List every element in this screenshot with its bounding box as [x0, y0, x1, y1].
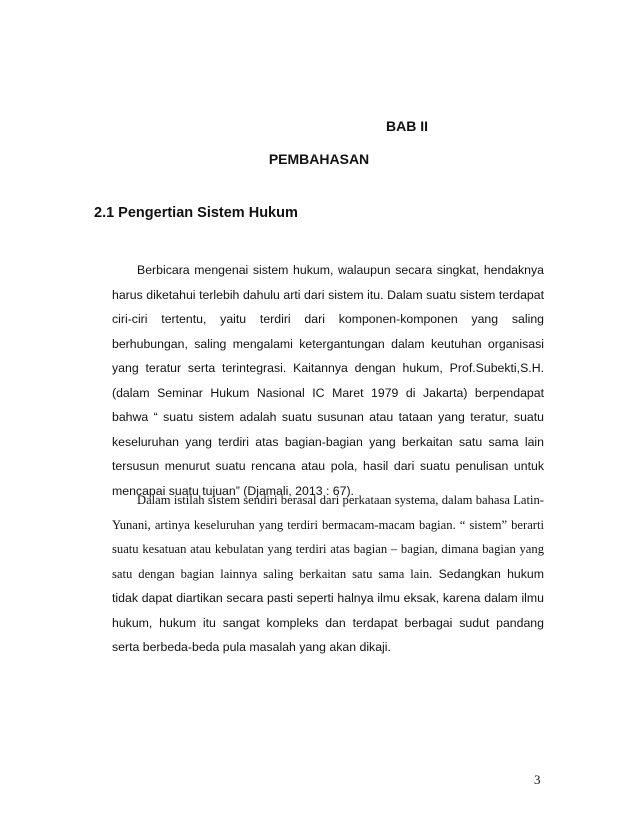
chapter-title: PEMBAHASAN — [268, 151, 370, 167]
paragraph-2 — [112, 488, 544, 660]
chapter-label: BAB II — [386, 118, 428, 134]
paragraph-2-sans-text: Sedangkan hukum tidak dapat diartikan secara pasti seperti halnya ilmu eksak, karena dalam ilmu hukum, hukum itu sangat kompleks dan terdapat berbagai sudut pandang serta berbeda-beda pula masalah yang akan dikaji. — [112, 566, 544, 654]
paragraph-2-serif-text: Dalam istilah sistem sendiri berasal dari perkataan systema, dalam bahasa Latin-Yunani, artinya keseluruhan yang terdiri bermacam-macam bagian. “ sistem” berarti suatu kesatuan atau kebulatan yang terdiri atas bagian – bagian, dimana bagian yang satu dengan bagian lainnya saling berkaitan satu sama lain. — [112, 493, 544, 581]
paragraph-1: Berbicara mengenai sistem hukum, walaupun secara singkat, hendaknya harus diketahui terlebih dahulu arti dari sistem itu. Dalam suatu sistem terdapat ciri-ciri tertentu, yaitu terdiri dari komponen-komponen yang saling berhubungan, saling mengalami ketergantungan dalam keutuhan organisasi yang teratur serta terintegrasi. Kaitannya dengan hukum, Prof.Subekti,S.H. (dalam Seminar Hukum Nasional IC Maret 1979 di Jakarta) berpendapat bahwa “ suatu sistem adalah suatu susunan atau tataan yang teratur, suatu keseluruhan yang terdiri atas bagian-bagian yang berkaitan satu sama lain tersusun menurut suatu rencana atau pola, hasil dari suatu penulisan untuk mencapai suatu tujuan” (Djamali, 2013 : 67). — [112, 263, 544, 498]
section-title: 2.1 Pengertian Sistem Hukum — [94, 205, 298, 221]
page-number: 3 — [534, 772, 541, 787]
